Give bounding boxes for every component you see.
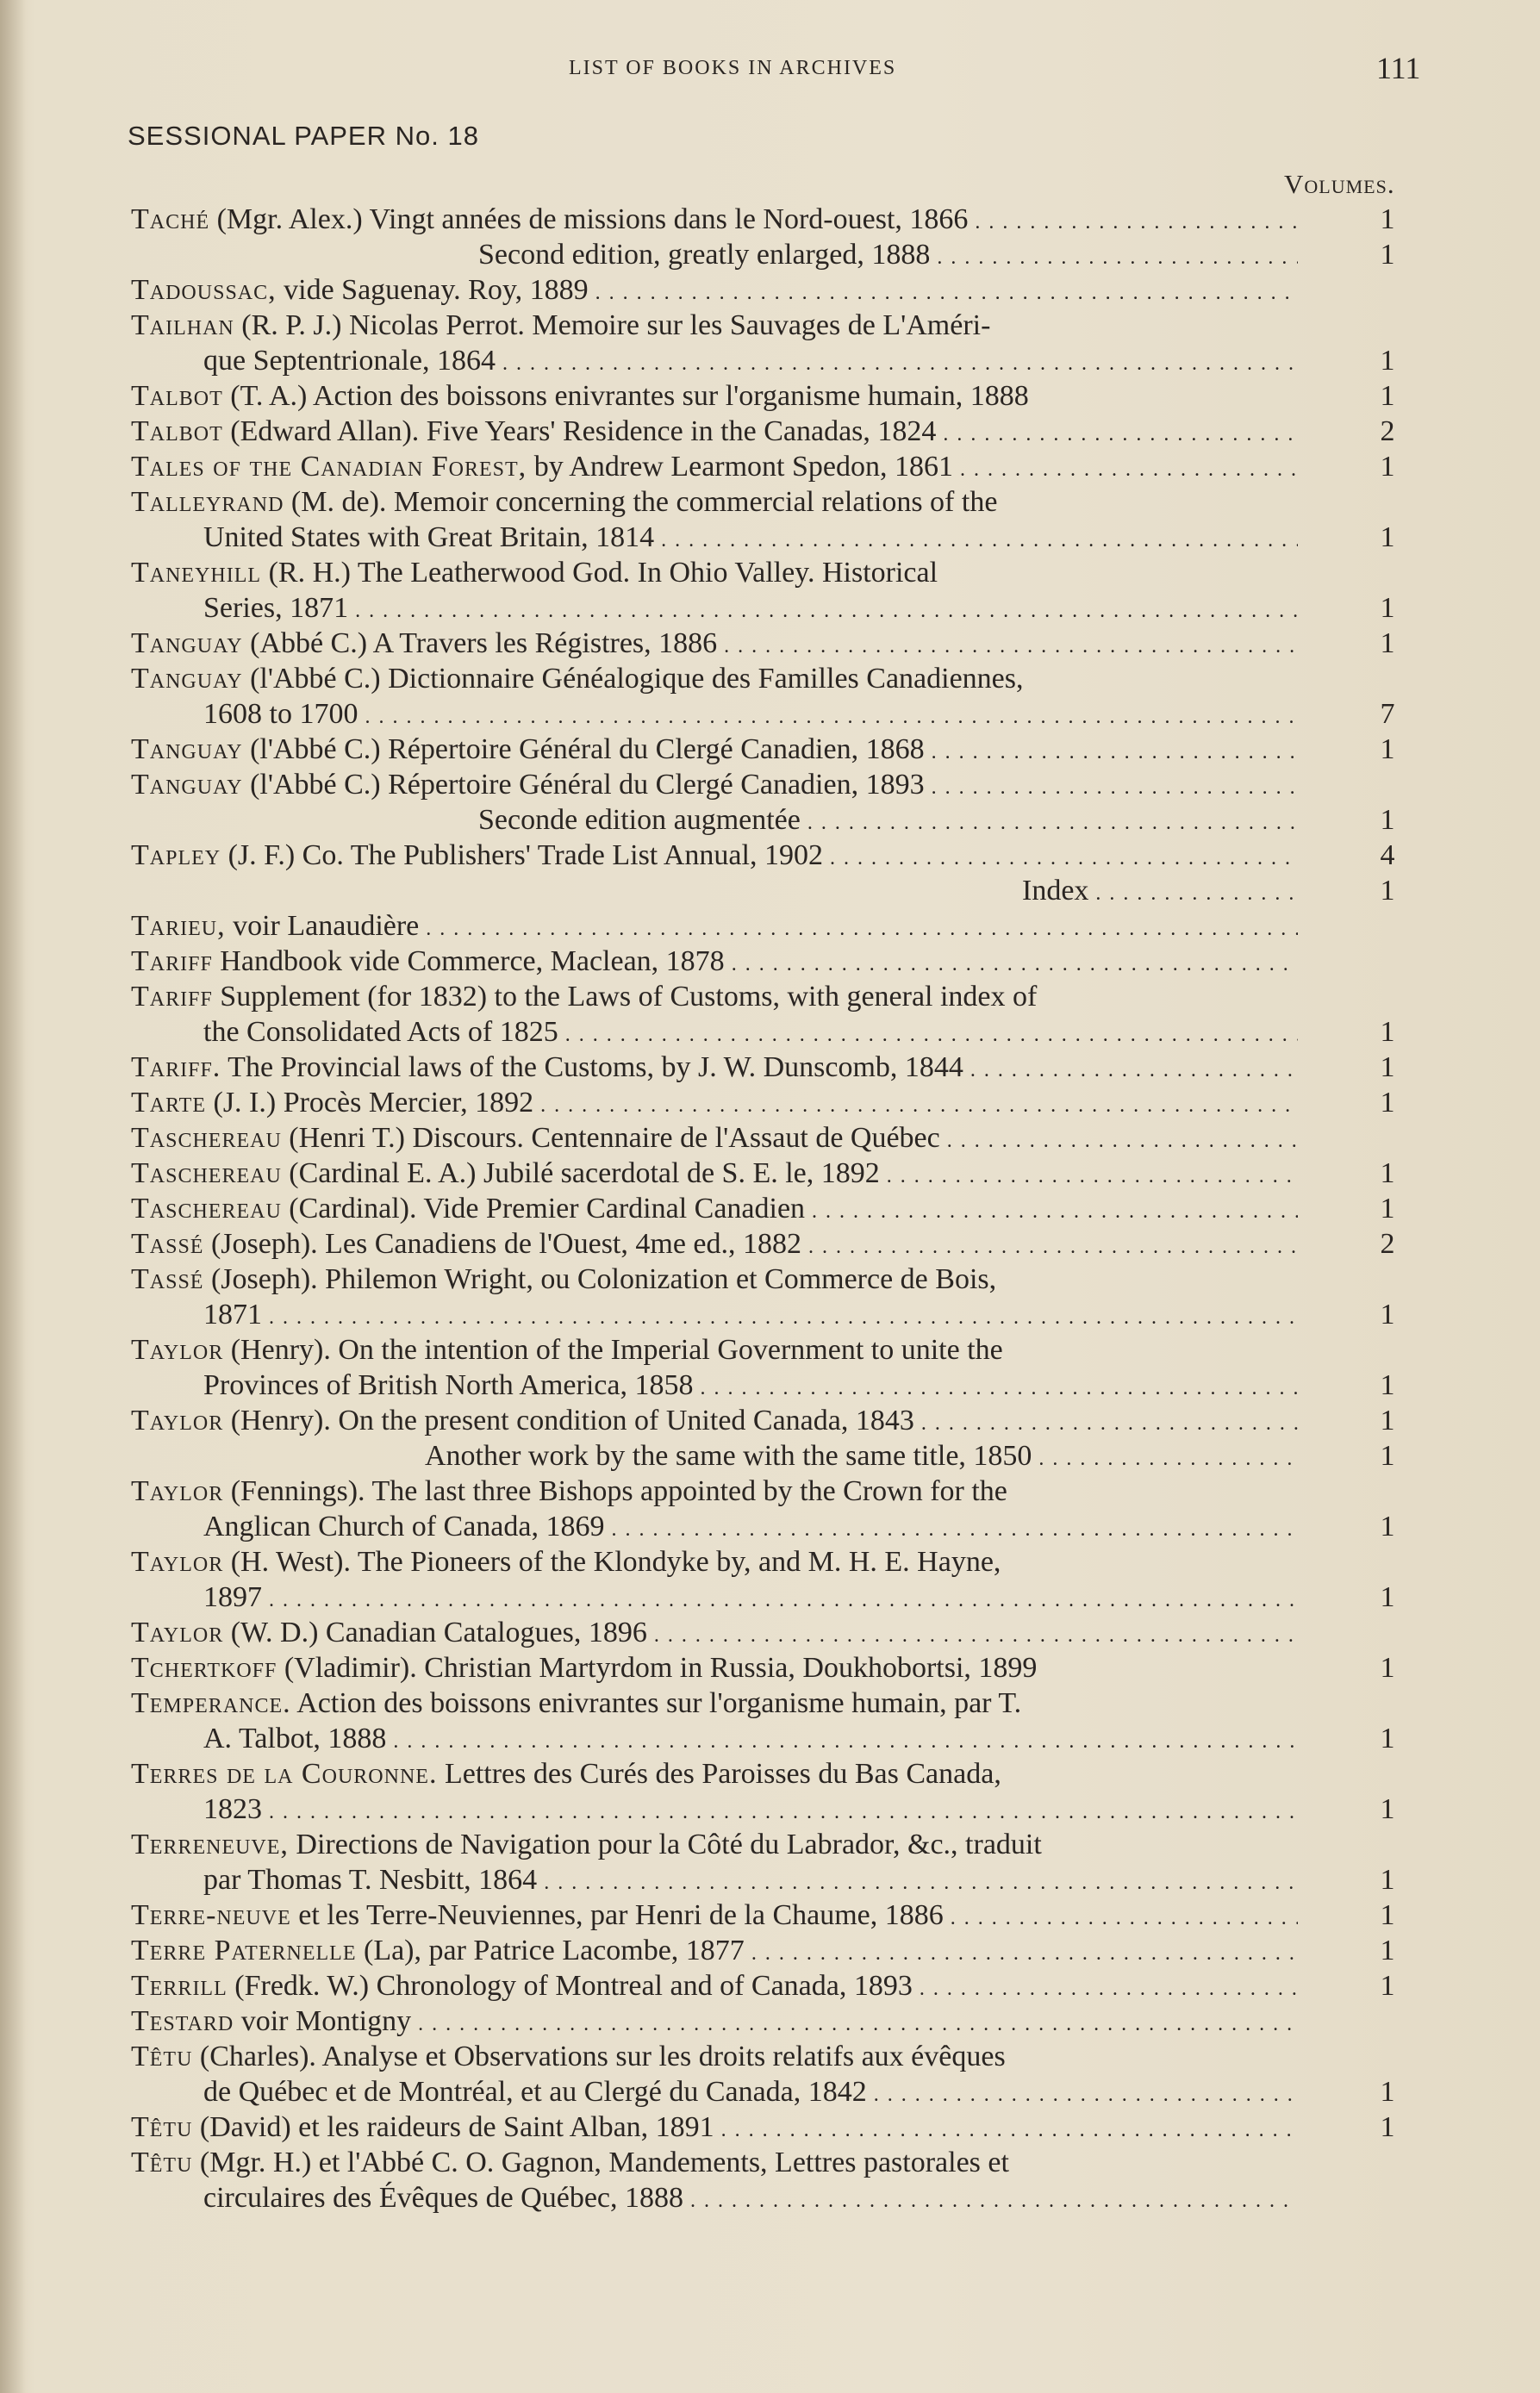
entry-text <box>131 308 1298 346</box>
entry-text <box>203 520 1298 558</box>
list-line <box>0 2074 1540 2109</box>
entry-title: (l'Abbé C.) Répertoire Général du Clergé Canadien, 1893 <box>242 769 925 801</box>
volumes-column-heading: Volumes. <box>1284 169 1395 199</box>
entry-text <box>131 1756 1298 1795</box>
list-line <box>0 378 1540 414</box>
entry-text <box>203 2074 1298 2113</box>
list-line <box>0 272 1540 308</box>
list-line <box>0 202 1540 237</box>
list-line <box>0 555 1540 590</box>
entry-heading: Terreneuve, <box>131 1829 289 1860</box>
volume-count: 2 <box>1380 415 1395 447</box>
list-line <box>0 1297 1540 1332</box>
volume-count: 1 <box>1380 1935 1395 1966</box>
entry-text <box>203 590 1298 629</box>
list-line <box>0 1933 1540 1968</box>
entry-text <box>131 1968 1298 2007</box>
volume-count: 1 <box>1380 804 1395 836</box>
entry-title: (Cardinal E. A.) Jubilé sacerdotal de S. E. le, 1892 <box>281 1157 880 1189</box>
entry-text <box>131 1615 1298 1654</box>
entry-title: 1897 <box>203 1581 262 1613</box>
entry-title: (Henry). On the intention of the Imperial Government to unite the <box>223 1334 1003 1366</box>
entry-heading: Taché <box>131 203 210 235</box>
list-line <box>0 1085 1540 1120</box>
volume-count: 1 <box>1380 1087 1395 1119</box>
volume-count: 1 <box>1380 2076 1395 2108</box>
entry-text <box>131 1262 1298 1300</box>
list-line <box>0 908 1540 944</box>
list-line <box>0 1721 1540 1756</box>
entry-text <box>203 1509 1298 1548</box>
entry-text <box>203 1297 1298 1336</box>
entry-text <box>203 1580 1298 1618</box>
entry-title: The Provincial laws of the Customs, by J. W. Dunscomb, 1844 <box>221 1051 963 1083</box>
entry-heading: Talleyrand <box>131 486 284 518</box>
entry-title: vide Saguenay. Roy, 1889 <box>276 274 589 306</box>
list-line <box>0 1792 1540 1827</box>
entry-heading: Testard <box>131 2005 234 2037</box>
entry-text <box>131 555 1298 594</box>
entry-title: 1608 to 1700 <box>203 698 359 730</box>
list-line <box>0 1615 1540 1650</box>
entry-title: (Abbé C.) A Travers les Régistres, 1886 <box>242 627 718 659</box>
volume-count: 1 <box>1380 1723 1395 1754</box>
entry-text <box>131 1686 1298 1724</box>
volume-count: 1 <box>1380 1193 1395 1225</box>
volume-count: 1 <box>1380 345 1395 377</box>
entry-heading: Talbot <box>131 380 223 412</box>
entry-text <box>131 1474 1298 1512</box>
entry-title: par Thomas T. Nesbitt, 1864 <box>203 1864 538 1896</box>
entry-title: 1871 <box>203 1299 262 1330</box>
volume-count: 1 <box>1380 627 1395 659</box>
list-line <box>0 1156 1540 1191</box>
volume-count: 1 <box>1380 733 1395 765</box>
entry-title: A. Talbot, 1888 <box>203 1723 387 1754</box>
entry-title: (David) et les raideurs de Saint Alban, 1891 <box>192 2111 714 2143</box>
entry-heading: Terre-neuve <box>131 1899 291 1931</box>
entry-title: (Mgr. H.) et l'Abbé C. O. Gagnon, Mandements, Lettres pastorales et <box>192 2147 1009 2178</box>
list-line <box>0 1862 1540 1898</box>
running-title: LIST OF BOOKS IN ARCHIVES <box>569 57 897 79</box>
list-line <box>0 1580 1540 1615</box>
entry-text <box>131 1085 1298 1124</box>
entry-title: 1823 <box>203 1793 262 1825</box>
entry-title: voir Lanaudière <box>225 910 420 942</box>
entry-text <box>131 1898 1298 1936</box>
entry-title: (R. P. J.) Nicolas Perrot. Memoire sur les Sauvages de L'Améri- <box>234 309 991 341</box>
entry-heading: Taschereau <box>131 1122 282 1154</box>
volume-count: 2 <box>1380 1228 1395 1260</box>
list-line <box>0 1438 1540 1474</box>
list-line <box>0 1014 1540 1050</box>
entry-title: Provinces of British North America, 1858 <box>203 1369 694 1401</box>
volume-count: 1 <box>1380 1793 1395 1825</box>
entry-text <box>203 1368 1298 1406</box>
entry-heading: Tailhan <box>131 309 234 341</box>
entry-heading: Tariff <box>131 981 213 1013</box>
entry-heading: Tanguay <box>131 627 243 659</box>
entry-heading: Taylor <box>131 1334 224 1366</box>
entry-title: de Québec et de Montréal, et au Clergé du Canada, 1842 <box>203 2076 867 2108</box>
entry-heading: Taylor <box>131 1475 224 1507</box>
volume-count: 1 <box>1380 1440 1395 1472</box>
list-line <box>0 696 1540 732</box>
entry-title: Lettres des Curés des Paroisses du Bas Canada, <box>437 1758 1001 1790</box>
entry-text <box>131 1191 1298 1230</box>
list-line <box>0 838 1540 873</box>
entry-text <box>131 838 1298 876</box>
entry-text <box>131 1226 1298 1265</box>
entry-heading: Taylor <box>131 1617 224 1648</box>
entry-heading: Taylor <box>131 1405 224 1436</box>
list-line <box>0 2180 1540 2215</box>
entry-title: (J. I.) Procès Mercier, 1892 <box>206 1087 534 1119</box>
entry-heading: Taschereau <box>131 1157 282 1189</box>
entry-text <box>203 1862 1298 1901</box>
list-line <box>0 1686 1540 1721</box>
volume-count: 1 <box>1380 380 1395 412</box>
entry-heading: Tapley <box>131 839 221 871</box>
entry-text <box>131 449 1298 488</box>
book-list <box>0 202 1540 2215</box>
entry-text <box>131 272 1298 311</box>
entry-text <box>131 1120 1298 1159</box>
volume-count: 1 <box>1380 1405 1395 1436</box>
list-line <box>0 1509 1540 1544</box>
entry-title: (Henry). On the present condition of United Canada, 1843 <box>223 1405 914 1436</box>
entry-text <box>131 732 1298 770</box>
entry-title: (Fredk. W.) Chronology of Montreal and of Canada, 1893 <box>227 1970 913 2002</box>
entry-text <box>131 2145 1298 2184</box>
entry-text <box>131 202 1298 240</box>
volume-count: 1 <box>1380 592 1395 624</box>
entry-heading: Terrill <box>131 1970 228 2002</box>
list-line <box>0 237 1540 272</box>
entry-text <box>131 1827 1298 1866</box>
list-line <box>0 449 1540 484</box>
entry-title: (J. F.) Co. The Publishers' Trade List Annual, 1902 <box>221 839 823 871</box>
list-line <box>0 944 1540 979</box>
entry-title: United States with Great Britain, 1814 <box>203 521 655 553</box>
list-line <box>0 590 1540 626</box>
entry-title: et les Terre-Neuviennes, par Henri de la Chaume, 1886 <box>290 1899 944 1931</box>
entry-title: (Edward Allan). Five Years' Residence in the Canadas, 1824 <box>222 415 937 447</box>
list-line <box>0 520 1540 555</box>
entry-heading: Taschereau <box>131 1193 282 1225</box>
sessional-paper-label: SESSIONAL PAPER No. 18 <box>128 121 479 151</box>
list-line <box>0 308 1540 343</box>
entry-heading: Temperance. <box>131 1687 291 1719</box>
entry-title: (Joseph). Les Canadiens de l'Ouest, 4me ed., 1882 <box>203 1228 801 1260</box>
entry-text <box>131 484 1298 523</box>
volume-count: 1 <box>1380 1652 1395 1684</box>
entry-text <box>203 696 1298 735</box>
entry-heading: Talbot <box>131 415 223 447</box>
entry-title: (Henri T.) Discours. Centennaire de l'Assaut de Québec <box>281 1122 940 1154</box>
entry-text <box>131 944 1298 982</box>
entry-text <box>203 2180 1298 2219</box>
entry-heading: Têtu <box>131 2147 193 2178</box>
list-line <box>0 1191 1540 1226</box>
list-line <box>0 1827 1540 1862</box>
volume-count: 1 <box>1380 521 1395 553</box>
entry-title: (Vladimir). Christian Martyrdom in Russia, Doukhobortsi, 1899 <box>277 1652 1038 1684</box>
entry-title: Index <box>1022 875 1089 907</box>
entry-text <box>131 1544 1298 1583</box>
entry-text <box>131 378 1298 417</box>
entry-text <box>131 1933 1298 1972</box>
entry-title: Another work by the same with the same title, 1850 <box>425 1440 1032 1472</box>
entry-text <box>131 2004 1298 2042</box>
volume-count: 1 <box>1380 1369 1395 1401</box>
entry-heading: Terre Paternelle <box>131 1935 357 1966</box>
list-line <box>0 1544 1540 1580</box>
entry-text <box>131 2109 1298 2148</box>
entry-title: que Septentrionale, 1864 <box>203 345 496 377</box>
volume-count: 1 <box>1380 1016 1395 1048</box>
list-line <box>0 626 1540 661</box>
entry-title: Directions de Navigation pour la Côté du Labrador, &c., traduit <box>288 1829 1042 1860</box>
list-line <box>0 661 1540 696</box>
entry-title: (H. West). The Pioneers of the Klondyke by, and M. H. E. Hayne, <box>223 1546 1001 1578</box>
list-line <box>0 873 1540 908</box>
list-line <box>0 1403 1540 1438</box>
entry-heading: Tales of the Canadian Forest, <box>131 451 527 483</box>
entry-title: the Consolidated Acts of 1825 <box>203 1016 558 1048</box>
entry-heading: Tanguay <box>131 663 243 695</box>
entry-text <box>425 1438 1298 1477</box>
entry-title: (M. de). Memoir concerning the commercial relations of the <box>284 486 998 518</box>
entry-heading: Tariff <box>131 945 213 977</box>
list-line <box>0 2039 1540 2074</box>
entry-text <box>131 908 1298 947</box>
entry-title: by Andrew Learmont Spedon, 1861 <box>527 451 953 483</box>
volume-count: 7 <box>1380 698 1395 730</box>
entry-title: Anglican Church of Canada, 1869 <box>203 1511 605 1542</box>
entry-heading: Tariff. <box>131 1051 221 1083</box>
entry-text <box>131 767 1298 806</box>
entry-title: (W. D.) Canadian Catalogues, 1896 <box>223 1617 647 1648</box>
list-line <box>0 1332 1540 1368</box>
volume-count: 1 <box>1380 239 1395 271</box>
list-line <box>0 484 1540 520</box>
entry-heading: Têtu <box>131 2041 193 2072</box>
list-line <box>0 732 1540 767</box>
entry-heading: Tarieu, <box>131 910 226 942</box>
entry-text <box>203 343 1298 382</box>
volume-count: 1 <box>1380 451 1395 483</box>
entry-heading: Tanguay <box>131 733 243 765</box>
entry-heading: Terres de la Couronne. <box>131 1758 438 1790</box>
entry-heading: Tadoussac, <box>131 274 277 306</box>
entry-title: (Mgr. Alex.) Vingt années de missions dans le Nord-ouest, 1866 <box>209 203 969 235</box>
list-line <box>0 1968 1540 2004</box>
entry-title: (R. H.) The Leatherwood God. In Ohio Valley. Historical <box>261 557 938 589</box>
list-line <box>0 1898 1540 1933</box>
entry-title: Second edition, greatly enlarged, 1888 <box>478 239 931 271</box>
page-number: 111 <box>1376 51 1421 85</box>
list-line <box>0 2109 1540 2145</box>
entry-title: (Fennings). The last three Bishops appointed by the Crown for the <box>223 1475 1007 1507</box>
entry-title: (Joseph). Philemon Wright, ou Colonization et Commerce de Bois, <box>203 1263 997 1295</box>
list-line <box>0 1262 1540 1297</box>
entry-text <box>131 1156 1298 1194</box>
list-line <box>0 1368 1540 1403</box>
entry-title: (T. A.) Action des boissons enivrantes sur l'organisme humain, 1888 <box>222 380 1029 412</box>
list-line <box>0 1120 1540 1156</box>
entry-title: (l'Abbé C.) Dictionnaire Généalogique des Familles Canadiennes, <box>242 663 1024 695</box>
entry-title: (Cardinal). Vide Premier Cardinal Canadien <box>281 1193 806 1225</box>
list-line <box>0 979 1540 1014</box>
list-line <box>0 343 1540 378</box>
list-line <box>0 1226 1540 1262</box>
entry-title: circulaires des Évêques de Québec, 1888 <box>203 2182 683 2214</box>
entry-text <box>478 237 1298 276</box>
entry-text <box>131 1332 1298 1371</box>
volume-count: 1 <box>1380 2111 1395 2143</box>
entry-heading: Taylor <box>131 1546 224 1578</box>
entry-title: Handbook vide Commerce, Maclean, 1878 <box>212 945 725 977</box>
entry-heading: Tarte <box>131 1087 206 1119</box>
list-line <box>0 1650 1540 1686</box>
entry-title: (l'Abbé C.) Répertoire Général du Clergé Canadien, 1868 <box>242 733 925 765</box>
volume-count: 1 <box>1380 1970 1395 2002</box>
entry-text <box>1022 873 1298 912</box>
entry-text <box>131 661 1298 700</box>
entry-title: Action des boissons enivrantes sur l'organisme humain, par T. <box>290 1687 1022 1719</box>
volume-count: 1 <box>1380 1864 1395 1896</box>
entry-heading: Tassé <box>131 1228 204 1260</box>
entry-heading: Tassé <box>131 1263 204 1295</box>
entry-heading: Tanguay <box>131 769 243 801</box>
entry-title: Seconde edition augmentée <box>478 804 801 836</box>
entry-title: (La), par Patrice Lacombe, 1877 <box>356 1935 745 1966</box>
entry-text <box>131 1650 1298 1689</box>
volume-count: 1 <box>1380 1051 1395 1083</box>
list-line <box>0 2145 1540 2180</box>
volume-count: 4 <box>1380 839 1395 871</box>
entry-heading: Taneyhill <box>131 557 262 589</box>
entry-title: (Charles). Analyse et Observations sur les droits relatifs aux évêques <box>192 2041 1006 2072</box>
list-line <box>0 1474 1540 1509</box>
volume-count: 1 <box>1380 1899 1395 1931</box>
entry-title: voir Montigny <box>234 2005 412 2037</box>
entry-text <box>478 802 1298 841</box>
entry-heading: Têtu <box>131 2111 193 2143</box>
running-head <box>0 53 1540 88</box>
entry-text <box>131 979 1298 1018</box>
entry-text <box>203 1792 1298 1830</box>
entry-title: Supplement (for 1832) to the Laws of Customs, with general index of <box>212 981 1038 1013</box>
list-line <box>0 1050 1540 1085</box>
volume-count: 1 <box>1380 1581 1395 1613</box>
volume-count: 1 <box>1380 875 1395 907</box>
list-line <box>0 414 1540 449</box>
entry-text <box>203 1014 1298 1053</box>
volume-count: 1 <box>1380 1157 1395 1189</box>
entry-text <box>203 1721 1298 1760</box>
entry-title: Series, 1871 <box>203 592 349 624</box>
entry-text <box>131 1050 1298 1088</box>
list-line <box>0 802 1540 838</box>
entry-heading: Tchertkoff <box>131 1652 277 1684</box>
volume-count: 1 <box>1380 1511 1395 1542</box>
entry-text <box>131 1403 1298 1442</box>
list-line <box>0 767 1540 802</box>
list-line <box>0 1756 1540 1792</box>
list-line <box>0 2004 1540 2039</box>
entry-text <box>131 414 1298 452</box>
entry-text <box>131 626 1298 664</box>
volume-count: 1 <box>1380 1299 1395 1330</box>
entry-text <box>131 2039 1298 2078</box>
volume-count: 1 <box>1380 203 1395 235</box>
